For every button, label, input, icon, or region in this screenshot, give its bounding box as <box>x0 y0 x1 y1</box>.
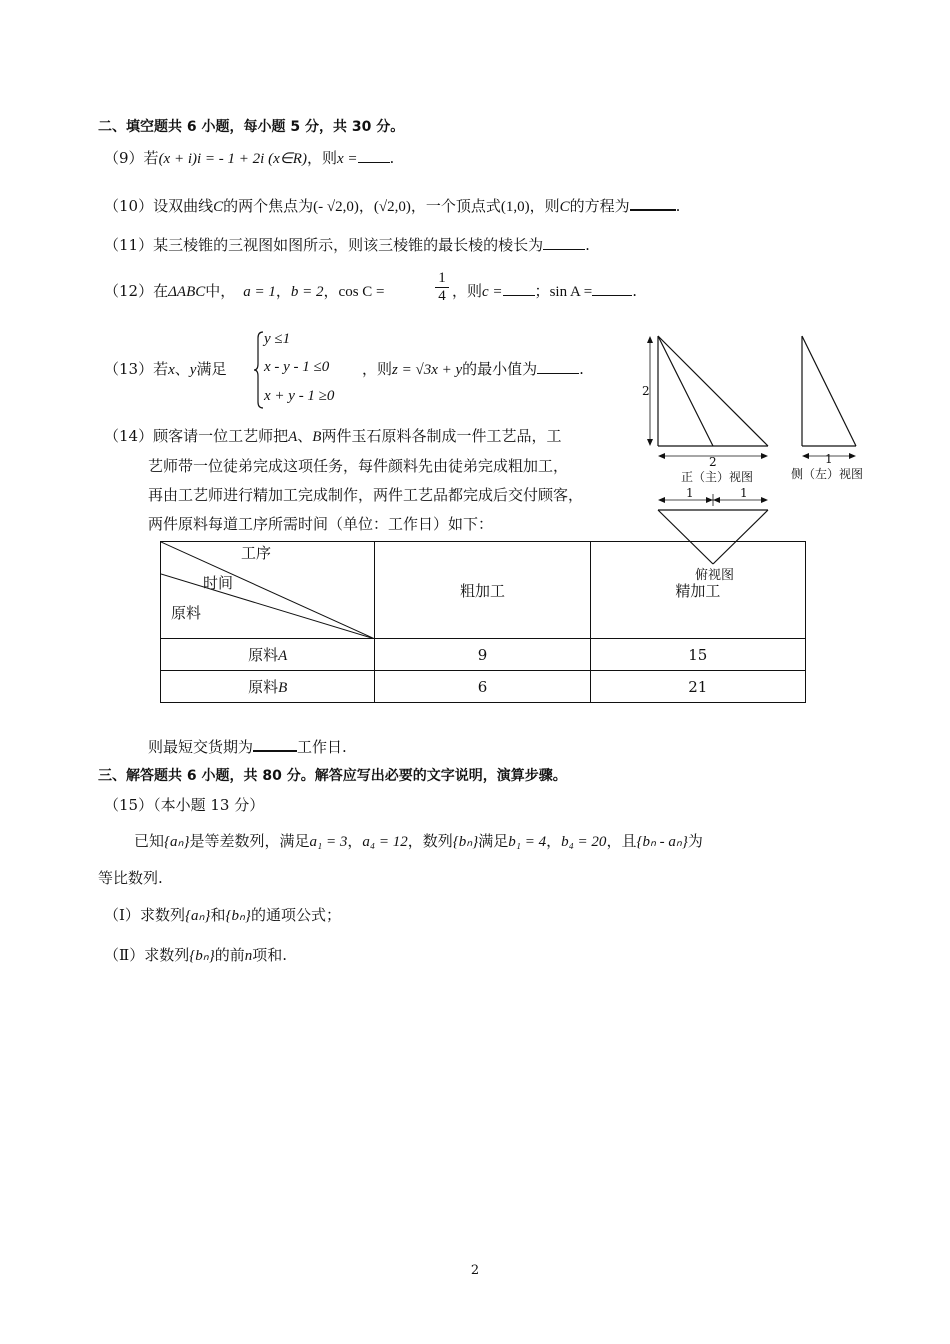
fraction-denominator: 4 <box>435 287 449 305</box>
answer-blank[interactable] <box>503 281 535 296</box>
question-15-line-2: 等比数列. <box>98 869 163 887</box>
side-view-caption: 侧（左）视图 <box>791 467 864 481</box>
section-heading-fill-in: 二、填空题共 6 小题，每小题 5 分，共 30 分。 <box>98 119 405 135</box>
front-height-label: 2 <box>642 384 650 398</box>
section-heading-solutions: 三、解答题共 6 小题，共 80 分。解答应写出必要的文字说明，演算步骤。 <box>98 768 567 784</box>
question-text: 在 <box>153 282 169 300</box>
row-label: 原料B <box>161 671 375 703</box>
table-corner-cell <box>161 542 375 639</box>
variable: B <box>312 429 322 445</box>
front-base-label: 2 <box>709 455 717 469</box>
corner-label-material: 原料 <box>171 604 202 622</box>
question-15-part-2 <box>104 945 287 966</box>
variable: C <box>213 199 224 215</box>
question-text: 若 <box>153 360 169 378</box>
question-text: 中， <box>205 282 236 300</box>
table-row <box>161 671 806 703</box>
top-left-label: 1 <box>686 486 694 500</box>
question-text: ，且 <box>606 832 637 850</box>
answer-blank[interactable] <box>358 148 390 163</box>
question-text: 的两个焦点为 <box>223 197 314 215</box>
question-text: ，则 <box>306 149 337 167</box>
corner-label-process: 工序 <box>241 544 272 562</box>
question-text: 的通项公式； <box>250 906 341 924</box>
sequence: {bₙ} <box>189 948 215 964</box>
question-text: ，则 <box>529 197 560 215</box>
question-13-cont <box>362 359 584 380</box>
question-15-header: （15）（本小题 13 分） <box>104 796 265 814</box>
table-row <box>161 639 806 671</box>
period: . <box>585 236 590 254</box>
period: . <box>389 149 395 167</box>
table-header-row <box>161 542 806 639</box>
cell-rough: 9 <box>375 639 590 671</box>
question-text: ，数列 <box>407 832 453 850</box>
question-number: （9） <box>104 149 144 167</box>
front-view-caption: 正（主）视图 <box>681 470 754 484</box>
sequence: {bₙ} <box>225 908 251 924</box>
question-text: 为 <box>687 832 703 850</box>
question-text: 的最小值为 <box>462 360 538 378</box>
question-text: ，则 <box>452 282 483 300</box>
cell-fine: 15 <box>590 639 805 671</box>
row-label: 原料A <box>161 639 375 671</box>
triangle: ΔABC <box>168 284 206 300</box>
equation: z = √3x + y <box>392 362 463 378</box>
column-header-fine: 精加工 <box>590 542 805 639</box>
question-text: 和 <box>210 906 226 924</box>
question-number: （12） <box>104 282 154 300</box>
point: (1,0) <box>500 199 530 215</box>
period: . <box>579 360 584 378</box>
cell-fine: 21 <box>590 671 805 703</box>
separator: 、 <box>174 360 190 378</box>
point: (- √2,0) <box>313 199 359 215</box>
equation: b = 2 <box>290 284 324 300</box>
question-14-line-1 <box>104 426 561 447</box>
question-text: 是等差数列，满足 <box>189 832 310 850</box>
column-header-rough: 粗加工 <box>375 542 590 639</box>
sequence: {bₙ - aₙ} <box>636 834 688 850</box>
page-number: 2 <box>470 1263 480 1278</box>
variable: y <box>189 362 197 378</box>
question-text: 某三棱锥的三视图如图所示，则该三棱锥的最长棱的棱长为 <box>153 236 544 254</box>
side-view-edge <box>802 336 856 446</box>
question-text: 求数列 <box>144 946 190 964</box>
question-10: （10）设双曲线C的两个焦点为(- √2,0)，(√2,0)，一个顶点式(1,0)，则C的方程为 . <box>104 197 681 215</box>
question-14-line-3: 再由工艺师进行精加工完成制作，两件工艺品都完成后交付顾客， <box>148 486 584 504</box>
question-number: （14） <box>104 427 154 445</box>
question-text: 顾客请一位工艺师把 <box>153 427 289 445</box>
part-number: （Ⅱ） <box>104 946 145 964</box>
part-number: （Ⅰ） <box>104 906 140 924</box>
answer-blank[interactable] <box>543 235 585 250</box>
question-text: ，则 <box>362 360 393 378</box>
question-text: ，一个顶点式 <box>410 197 501 215</box>
fraction <box>435 270 449 305</box>
separator: ； <box>534 282 550 300</box>
constraint-1: y ≤1 <box>264 331 291 347</box>
sequence: {aₙ} <box>164 834 190 850</box>
equation: a₁ = 3 <box>309 834 348 850</box>
question-text: 已知 <box>134 832 165 850</box>
period: . <box>675 197 681 215</box>
question-text: 则最短交货期为 <box>148 738 254 756</box>
variable: n <box>244 948 253 964</box>
equation: a₄ = 12 <box>362 834 408 850</box>
question-14-answer-line <box>148 736 347 757</box>
separator: 、 <box>297 427 313 445</box>
answer-blank[interactable] <box>253 736 297 752</box>
question-text: 项和. <box>252 946 287 964</box>
question-text: 设双曲线 <box>153 197 214 215</box>
equation: b₄ = 20 <box>561 834 607 850</box>
question-text: 的前 <box>214 946 245 964</box>
equation: x = <box>336 151 358 167</box>
sequence: {aₙ} <box>184 908 211 924</box>
variable: x <box>168 362 175 378</box>
question-text: 的方程为 <box>569 197 630 215</box>
question-13 <box>104 359 226 380</box>
question-14-line-4: 两件原料每道工序所需时间（单位：工作日）如下： <box>148 515 494 533</box>
question-12: （12）在ΔABC中， a = 1，b = 2，cos C = <box>104 282 385 300</box>
question-text: 工作日. <box>297 738 347 756</box>
variable: C <box>559 199 570 215</box>
equation: (x + i)i = - 1 + 2i (x∈R) <box>158 151 307 167</box>
question-15-part-1 <box>104 905 341 926</box>
question-text: 满足 <box>478 832 509 850</box>
equation: sin A = <box>549 284 593 300</box>
answer-blank[interactable] <box>537 359 579 374</box>
question-11 <box>104 235 590 255</box>
question-number: （13） <box>104 360 154 378</box>
equation: a = 1 <box>243 284 276 300</box>
question-9 <box>104 148 394 169</box>
top-right-label: 1 <box>740 486 748 500</box>
question-14-line-2: 艺师带一位徒弟完成这项任务，每件颜料先由徒弟完成粗加工， <box>148 457 569 475</box>
equation: b₁ = 4 <box>508 834 547 850</box>
corner-label-time: 时间 <box>203 574 234 592</box>
question-number: （10） <box>104 197 154 215</box>
question-text: 若 <box>143 149 159 167</box>
top-view-caption: 俯视图 <box>695 568 735 583</box>
point: (√2,0) <box>373 199 411 215</box>
side-base-label: 1 <box>825 452 833 466</box>
question-12-cont <box>452 281 637 302</box>
question-15-line-1: 已知{aₙ}是等差数列，满足a₁ = 3，a₄ = 12，数列{bₙ}满足b₁ = 4，b₄ = 20，且{bₙ - aₙ}为 <box>134 832 703 850</box>
fraction-numerator: 1 <box>438 270 446 286</box>
question-text: 满足 <box>196 360 227 378</box>
front-view-edge <box>658 336 713 446</box>
sequence: {bₙ} <box>452 834 479 850</box>
front-view-edge <box>658 336 768 446</box>
question-text: 两件玉石原料各制成一件工艺品，工 <box>321 427 562 445</box>
constraint-3: x + y - 1 ≥0 <box>264 388 335 404</box>
constraint-2: x - y - 1 ≤0 <box>264 359 330 375</box>
period: . <box>632 282 637 300</box>
cell-rough: 6 <box>375 671 590 703</box>
question-number: （11） <box>104 236 154 254</box>
answer-blank[interactable] <box>630 195 676 211</box>
answer-blank[interactable] <box>592 281 632 296</box>
question-text: 求数列 <box>139 906 185 924</box>
variable: A <box>288 429 298 445</box>
equation: cos C = <box>338 284 385 300</box>
equation: c = <box>482 284 503 300</box>
